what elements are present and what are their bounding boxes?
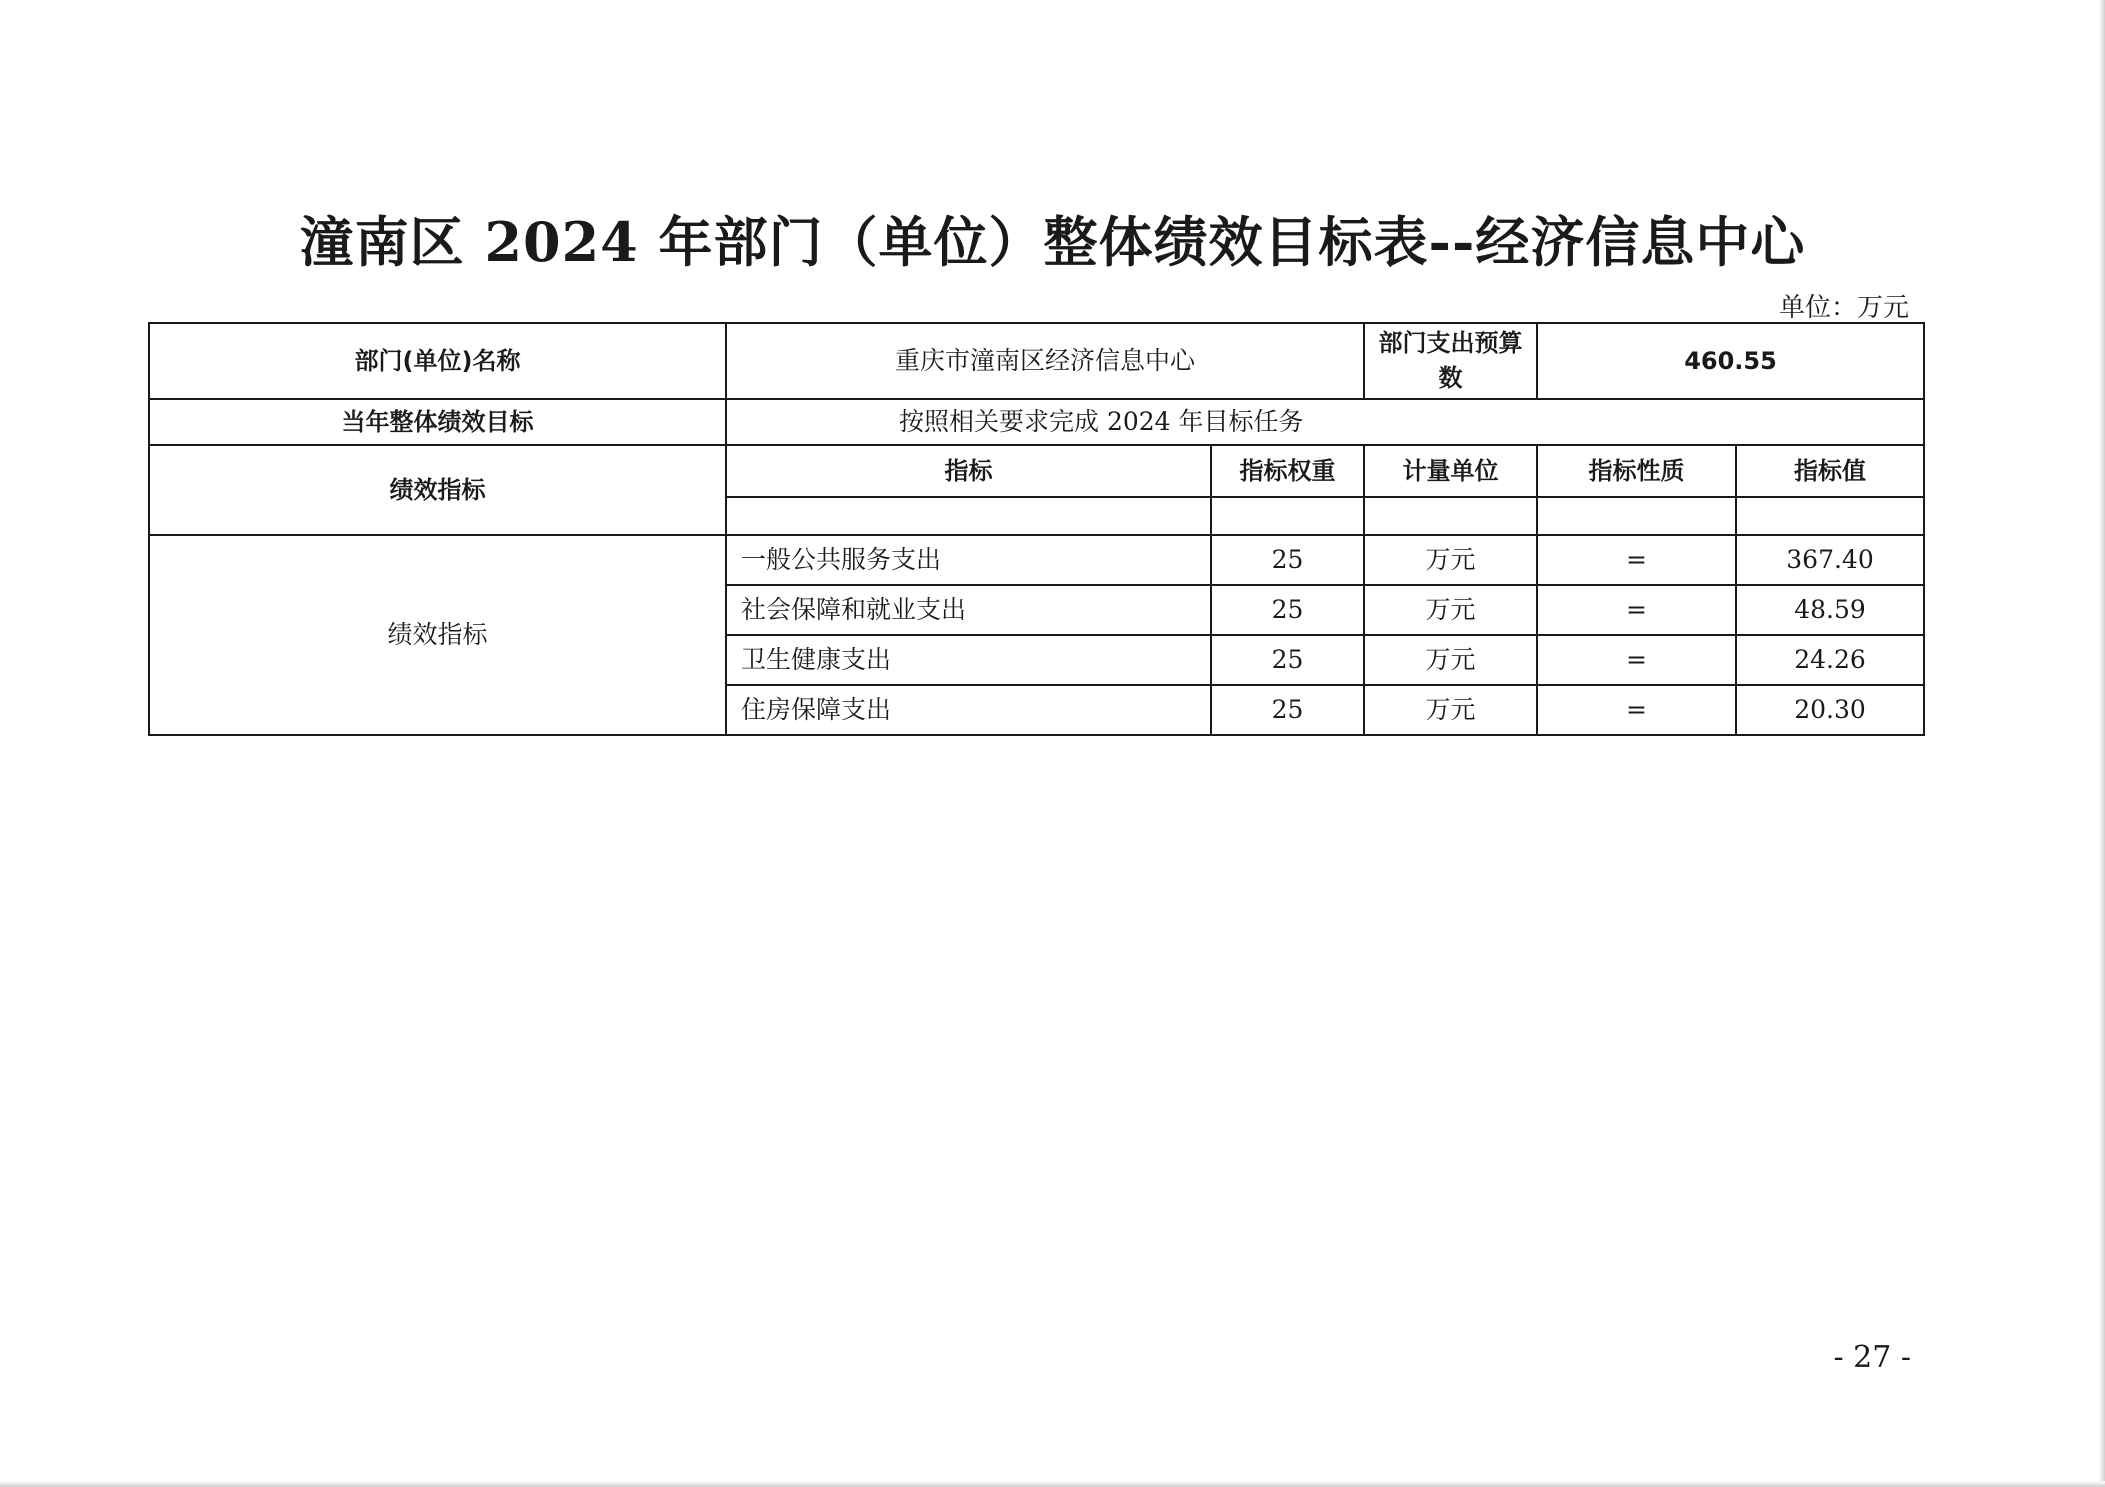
goal-value: 按照相关要求完成 2024 年目标任务 — [726, 399, 1924, 445]
indicator-value: 24.26 — [1736, 635, 1924, 685]
indicator-unit: 万元 — [1364, 585, 1537, 635]
page-number: - 27 - — [1833, 1340, 1911, 1375]
indicator-weight: 25 — [1211, 635, 1364, 685]
column-header-unit: 计量单位 — [1364, 445, 1537, 497]
indicator-unit: 万元 — [1364, 635, 1537, 685]
indicator-value: 367.40 — [1736, 535, 1924, 585]
column-header-nature: 指标性质 — [1537, 445, 1736, 497]
indicator-weight: 25 — [1211, 535, 1364, 585]
dept-name-label: 部门(单位)名称 — [149, 323, 726, 399]
budget-label: 部门支出预算数 — [1364, 323, 1537, 399]
dept-name-value: 重庆市潼南区经济信息中心 — [726, 323, 1364, 399]
rows-group-label: 绩效指标 — [149, 535, 726, 735]
indicator-value: 48.59 — [1736, 585, 1924, 635]
page-title: 潼南区 2024 年部门（单位）整体绩效目标表--经济信息中心 — [299, 210, 1806, 274]
indicator-name: 一般公共服务支出 — [726, 535, 1211, 585]
empty-cell — [1736, 497, 1924, 535]
table-row — [149, 399, 1924, 445]
empty-cell — [1537, 497, 1736, 535]
column-header-value: 指标值 — [1736, 445, 1924, 497]
unit-label: 单位：万元 — [1778, 293, 1909, 323]
empty-cell — [1364, 497, 1537, 535]
table-row — [149, 323, 1924, 399]
indicator-weight: 25 — [1211, 585, 1364, 635]
indicator-nature: = — [1537, 535, 1736, 585]
indicator-value: 20.30 — [1736, 685, 1924, 735]
indicator-name: 住房保障支出 — [726, 685, 1211, 735]
empty-cell — [1211, 497, 1364, 535]
column-header-weight: 指标权重 — [1211, 445, 1364, 497]
indicator-unit: 万元 — [1364, 535, 1537, 585]
performance-target-table — [148, 322, 1925, 736]
table-header-row — [149, 445, 1924, 497]
column-header-indicator: 指标 — [726, 445, 1211, 497]
indicator-section-label: 绩效指标 — [149, 445, 726, 535]
page-edge-shadow — [2099, 0, 2105, 1487]
indicator-nature: = — [1537, 635, 1736, 685]
goal-label: 当年整体绩效目标 — [149, 399, 726, 445]
indicator-weight: 25 — [1211, 685, 1364, 735]
indicator-nature: = — [1537, 585, 1736, 635]
indicator-name: 卫生健康支出 — [726, 635, 1211, 685]
page-edge-shadow — [0, 1481, 2105, 1487]
indicator-nature: = — [1537, 685, 1736, 735]
indicator-name: 社会保障和就业支出 — [726, 585, 1211, 635]
table-row — [149, 535, 1924, 585]
budget-value: 460.55 — [1537, 323, 1924, 399]
empty-cell — [726, 497, 1211, 535]
indicator-unit: 万元 — [1364, 685, 1537, 735]
